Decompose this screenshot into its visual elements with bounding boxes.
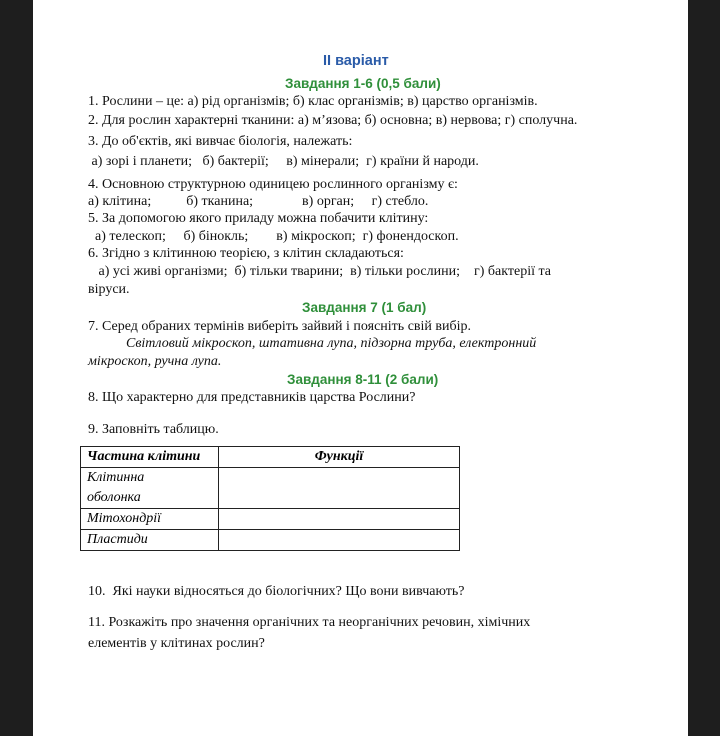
question-11-cont: елементів у клітинах рослин? bbox=[88, 636, 265, 651]
question-5: 5. За допомогою якого приладу можна побачити клітину: bbox=[88, 211, 429, 226]
table-header-functions: Функції bbox=[219, 447, 460, 468]
question-4-options: а) клітина; б) тканина; в) орган; г) стебло. bbox=[88, 194, 429, 209]
cell-parts-table bbox=[80, 446, 460, 551]
table-row bbox=[81, 509, 460, 530]
table-header-row bbox=[81, 447, 460, 468]
table-cell-part: Пластиди bbox=[81, 530, 219, 551]
question-3: 3. До об'єктів, які вивчає біологія, належать: bbox=[88, 134, 353, 149]
question-6: 6. Згідно з клітинною теорією, з клітин складаються: bbox=[88, 246, 404, 261]
question-5-options: а) телескоп; б) бінокль; в) мікроскоп; г) фонендоскоп. bbox=[88, 229, 459, 244]
table-cell-function[interactable] bbox=[219, 530, 460, 551]
table-cell-function[interactable] bbox=[219, 468, 460, 509]
question-2: 2. Для рослин характерні тканини: а) м’язова; б) основна; в) нервова; г) сполучна. bbox=[88, 113, 578, 128]
table-row bbox=[81, 468, 460, 509]
question-1: 1. Рослини – це: а) рід організмів; б) клас організмів; в) царство організмів. bbox=[88, 94, 538, 109]
question-6-options-cont: віруси. bbox=[88, 282, 130, 297]
table-cell-part: Клітинна оболонка bbox=[81, 468, 219, 509]
variant-title: II варіант bbox=[323, 53, 389, 69]
question-7: 7. Серед обраних термінів виберіть зайвий і поясніть свій вибір. bbox=[88, 319, 472, 334]
table-cell-part: Мітохондрії bbox=[81, 509, 219, 530]
table-cell-function[interactable] bbox=[219, 509, 460, 530]
question-7-terms-1: Світловий мікроскоп, штативна лупа, підзорна труба, електронний bbox=[126, 336, 537, 351]
question-3-options: а) зорі і планети; б) бактерії; в) мінерали; г) країни й народи. bbox=[88, 154, 479, 169]
question-9: 9. Заповніть таблицю. bbox=[88, 422, 219, 437]
section-heading-1-6: Завдання 1-6 (0,5 бали) bbox=[285, 76, 441, 91]
table-header-part: Частина клітини bbox=[81, 447, 219, 468]
question-7-terms-2: мікроскоп, ручна лупа. bbox=[88, 354, 222, 369]
question-6-options: а) усі живі організми; б) тільки тварини; в) тільки рослини; г) бактерії та bbox=[88, 264, 551, 279]
question-11: 11. Розкажіть про значення органічних та неорганічних речовин, хімічних bbox=[88, 615, 531, 630]
table-row bbox=[81, 530, 460, 551]
section-heading-7: Завдання 7 (1 бал) bbox=[302, 300, 427, 315]
question-8: 8. Що характерно для представників царства Рослини? bbox=[88, 390, 416, 405]
section-heading-8-11: Завдання 8-11 (2 бали) bbox=[287, 372, 439, 387]
question-4: 4. Основною структурною одиницею рослинного організму є: bbox=[88, 177, 458, 192]
question-10: 10. Які науки відносяться до біологічних? Що вони вивчають? bbox=[88, 584, 465, 599]
